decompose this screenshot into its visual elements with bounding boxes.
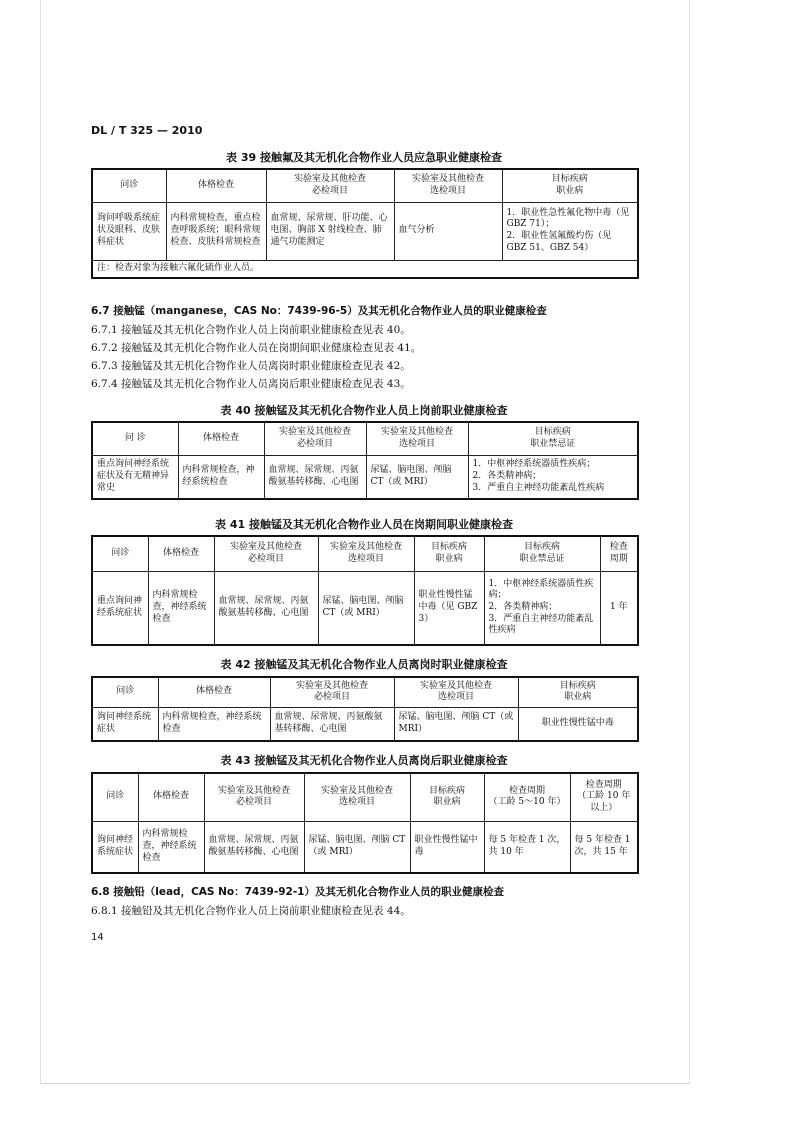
table41-header-lab-optional: 实验室及其他检查 选检项目	[318, 536, 414, 571]
table43-header-lab-optional: 实验室及其他检查 选检项目	[304, 773, 410, 821]
table43-cell: 每 5 年检查 1 次，共 10 年	[484, 821, 570, 873]
clause-6-7-3: 6.7.3 接触锰及其无机化合物作业人员离岗时职业健康检查见表 42。	[91, 360, 411, 372]
table39-header-physical: 体格检查	[166, 169, 266, 202]
table42-cell: 血常规、尿常规、丙氨酸氨基转移酶、心电图	[270, 707, 394, 741]
clause-6-7-2: 6.7.2 接触锰及其无机化合物作业人员在岗期间职业健康检查见表 41。	[91, 342, 422, 354]
table-row	[92, 202, 638, 260]
page-edge-bottom	[40, 1083, 690, 1084]
section-6-7-title: 6.7 接触锰（manganese，CAS No：7439-96-5）及其无机化合物作业人员的职业健康检查	[91, 305, 547, 317]
table43-header-lab-required: 实验室及其他检查 必检项目	[204, 773, 304, 821]
table40-cell: 1．中枢神经系统器质性疾病； 2．各类精神病； 3．严重自主神经功能紊乱性疾病	[468, 455, 638, 499]
table41-header-target-disease: 目标疾病 职业病	[414, 536, 484, 571]
table40-cell: 尿锰、脑电图、颅脑 CT（或 MRI）	[366, 455, 468, 499]
table41-cell: 重点询问神经系统症状	[92, 571, 148, 645]
table42	[91, 676, 639, 742]
table42-header-inquiry: 问诊	[92, 677, 158, 707]
table39-caption: 表 39 接触氟及其无机化合物作业人员应急职业健康检查	[226, 151, 502, 164]
table41-header-lab-required: 实验室及其他检查 必检项目	[214, 536, 318, 571]
table39-header-lab-optional: 实验室及其他检查 选检项目	[394, 169, 502, 202]
table42-header-lab-optional: 实验室及其他检查 选检项目	[394, 677, 518, 707]
table40-header-lab-required: 实验室及其他检查 必检项目	[264, 422, 366, 455]
table42-cell: 询问神经系统症状	[92, 707, 158, 741]
table41-header-contraindication: 目标疾病 职业禁忌证	[484, 536, 600, 571]
table43-cell: 内科常规检查，神经系统检查	[138, 821, 204, 873]
table43	[91, 772, 639, 874]
table43-header-period-10plus: 检查周期 （工龄 10 年以上）	[570, 773, 638, 821]
table41-cell: 1 年	[600, 571, 638, 645]
clause-6-7-1: 6.7.1 接触锰及其无机化合物作业人员上岗前职业健康检查见表 40。	[91, 324, 411, 336]
table43-header-target: 目标疾病 职业病	[410, 773, 484, 821]
table42-cell: 尿锰、脑电图、颅脑 CT（或 MRI）	[394, 707, 518, 741]
table39-header-target: 目标疾病 职业病	[502, 169, 638, 202]
page-edge-right	[689, 0, 690, 1083]
table43-cell: 职业性慢性锰中毒	[410, 821, 484, 873]
table41-header-period: 检查 周期	[600, 536, 638, 571]
table43-cell: 血常规、尿常规、丙氨酸氨基转移酶、心电图	[204, 821, 304, 873]
table39	[91, 168, 639, 279]
table41-cell: 职业性慢性锰中毒（见 GBZ 3）	[414, 571, 484, 645]
table39-note: 注：检查对象为接触六氟化硫作业人员。	[92, 260, 638, 278]
table39-cell: 血常规、尿常规、肝功能、心电图、胸部 X 射线检查、肺通气功能测定	[266, 202, 394, 260]
table41-cell: 血常规、尿常规、丙氨酸氨基转移酶、心电图	[214, 571, 318, 645]
table41-cell: 1．中枢神经系统器质性疾病； 2．各类精神病； 3．严重自主神经功能紊乱性疾病	[484, 571, 600, 645]
table40-caption: 表 40 接触锰及其无机化合物作业人员上岗前职业健康检查	[220, 404, 508, 417]
table40-header-inquiry: 问 诊	[92, 422, 178, 455]
table39-header-inquiry: 问诊	[92, 169, 166, 202]
table42-header-physical: 体格检查	[158, 677, 270, 707]
table41-cell: 尿锰、脑电图、颅脑 CT（或 MRI）	[318, 571, 414, 645]
table-row	[92, 821, 638, 873]
table41-cell: 内科常规检查，神经系统检查	[148, 571, 214, 645]
table42-caption: 表 42 接触锰及其无机化合物作业人员离岗时职业健康检查	[220, 658, 508, 671]
table40-cell: 内科常规检查，神经系统检查	[178, 455, 264, 499]
table43-cell: 每 5 年检查 1 次，共 15 年	[570, 821, 638, 873]
table43-cell: 尿锰、脑电图、颅脑 CT（或 MRI）	[304, 821, 410, 873]
table39-cell: 内科常规检查，重点检查呼吸系统；眼科常规检查、皮肤科常规检查	[166, 202, 266, 260]
clause-6-7-4: 6.7.4 接触锰及其无机化合物作业人员离岗后职业健康检查见表 43。	[91, 378, 411, 390]
clause-6-8-1: 6.8.1 接触铅及其无机化合物作业人员上岗前职业健康检查见表 44。	[91, 905, 411, 917]
table43-header-physical: 体格检查	[138, 773, 204, 821]
table41	[91, 535, 639, 646]
table42-header-lab-required: 实验室及其他检查 必检项目	[270, 677, 394, 707]
table41-caption: 表 41 接触锰及其无机化合物作业人员在岗期间职业健康检查	[215, 518, 513, 531]
table43-cell: 询问神经系统症状	[92, 821, 138, 873]
table43-header-inquiry: 问诊	[92, 773, 138, 821]
table-row	[92, 455, 638, 499]
page-number: 14	[91, 932, 104, 943]
table-row	[92, 707, 638, 741]
table40-cell: 血常规、尿常规、丙氨酸氨基转移酶、心电图	[264, 455, 366, 499]
table42-cell: 职业性慢性锰中毒	[518, 707, 638, 741]
table-row	[92, 571, 638, 645]
table39-cell: 询问呼吸系统症状及眼科、皮肤科症状	[92, 202, 166, 260]
table40	[91, 421, 639, 500]
table40-header-target: 目标疾病 职业禁忌证	[468, 422, 638, 455]
section-6-8-title: 6.8 接触铅（lead，CAS No：7439-92-1）及其无机化合物作业人员的职业健康检查	[91, 886, 504, 898]
table43-caption: 表 43 接触锰及其无机化合物作业人员离岗后职业健康检查	[220, 754, 508, 767]
table42-header-target: 目标疾病 职业病	[518, 677, 638, 707]
table40-header-lab-optional: 实验室及其他检查 选检项目	[366, 422, 468, 455]
page-edge-left	[40, 0, 41, 1083]
table41-header-inquiry: 问诊	[92, 536, 148, 571]
table40-cell: 重点询问神经系统症状及有无精神异常史	[92, 455, 178, 499]
table43-header-period-5-10: 检查周期 （工龄 5～10 年）	[484, 773, 570, 821]
table41-header-physical: 体格检查	[148, 536, 214, 571]
document-code: DL / T 325 — 2010	[91, 124, 203, 137]
table39-cell: 血气分析	[394, 202, 502, 260]
table39-cell: 1．职业性急性氟化物中毒（见 GBZ 71）； 2．职业性氢氟酸灼伤（见 GBZ 51、GBZ 54）	[502, 202, 638, 260]
table40-header-physical: 体格检查	[178, 422, 264, 455]
table42-cell: 内科常规检查，神经系统检查	[158, 707, 270, 741]
table39-header-lab-required: 实验室及其他检查 必检项目	[266, 169, 394, 202]
